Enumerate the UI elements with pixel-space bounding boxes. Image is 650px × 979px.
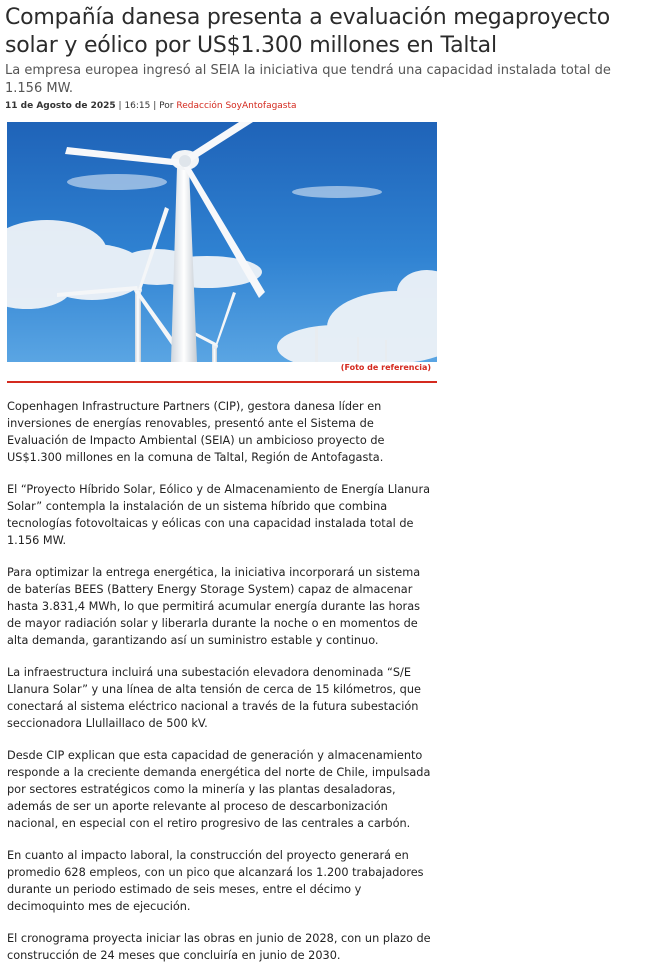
byline-separator: | <box>153 101 157 111</box>
image-caption: (Foto de referencia) <box>340 363 431 372</box>
article-image <box>7 122 437 383</box>
author-link[interactable]: Redacción SoyAntofagasta <box>176 101 297 111</box>
article-byline <box>5 100 297 112</box>
article-paragraph: Para optimizar la entrega energética, la iniciativa incorporará un sistema de baterías BEES (Battery Energy Storage System) capaz de almacenar hasta 3.831,4 MWh, lo que permitirá acumular energía durante las horas de mayor radiación solar y liberarla durante la noche o en momentos de alta demanda, garantizando así un suministro estable y continuo. <box>7 566 421 647</box>
article-subheadline: La empresa europea ingresó al SEIA la iniciativa que tendrá una capacidad instalada total de 1.156 MW. <box>5 63 611 96</box>
article-paragraph: La infraestructura incluirá una subestación elevadora denominada “S/E Llanura Solar” y una línea de alta tensión de cerca de 15 kilómetros, que conectará al sistema eléctrico nacional a través de la futura subestación seccionadora Llullaillaco de 500 kV. <box>7 666 421 730</box>
article-paragraph: El cronograma proyecta iniciar las obras en junio de 2028, con un plazo de construcción de 24 meses que concluiría en junio de 2030. <box>7 932 431 962</box>
article-paragraph: Copenhagen Infrastructure Partners (CIP), gestora danesa líder en inversiones de energías renovables, presentó ante el Sistema de Evaluación de Impacto Ambiental (SEIA) un ambicioso proyecto de US$1.300 millones en la comuna de Taltal, Región de Antofagasta. <box>7 400 385 464</box>
article-paragraph: El “Proyecto Híbrido Solar, Eólico y de Almacenamiento de Energía Llanura Solar” contempla la instalación de un sistema híbrido que combina tecnologías fotovoltaicas y eólicas con una capacidad instalada total de 1.156 MW. <box>7 483 431 547</box>
publish-time: 16:15 <box>124 101 151 111</box>
article-body <box>7 398 437 979</box>
wind-turbines-photo <box>7 122 437 362</box>
article-paragraph: En cuanto al impacto laboral, la construcción del proyecto generará en promedio 628 empleos, con un pico que alcanzará los 1.200 trabajadores durante un periodo estimado de seis meses, entre el décimo y decimoquinto mes de ejecución. <box>7 849 424 913</box>
article-paragraph: Desde CIP explican que esta capacidad de generación y almacenamiento responde a la creciente demanda energética del norte de Chile, impulsada por sectores estratégicos como la minería y las plantas desaladoras, además de ser un aporte relevante al proceso de descarbonización nacional, en especial con el retiro progresivo de las centrales a carbón. <box>7 749 431 830</box>
article-headline: Compañía danesa presenta a evaluación megaproyecto solar y eólico por US$1.300 millones en Taltal <box>5 5 610 58</box>
publish-date: 11 de Agosto de 2025 <box>5 101 116 111</box>
byline-by-label: Por <box>159 101 174 111</box>
byline-separator: | <box>118 101 122 111</box>
